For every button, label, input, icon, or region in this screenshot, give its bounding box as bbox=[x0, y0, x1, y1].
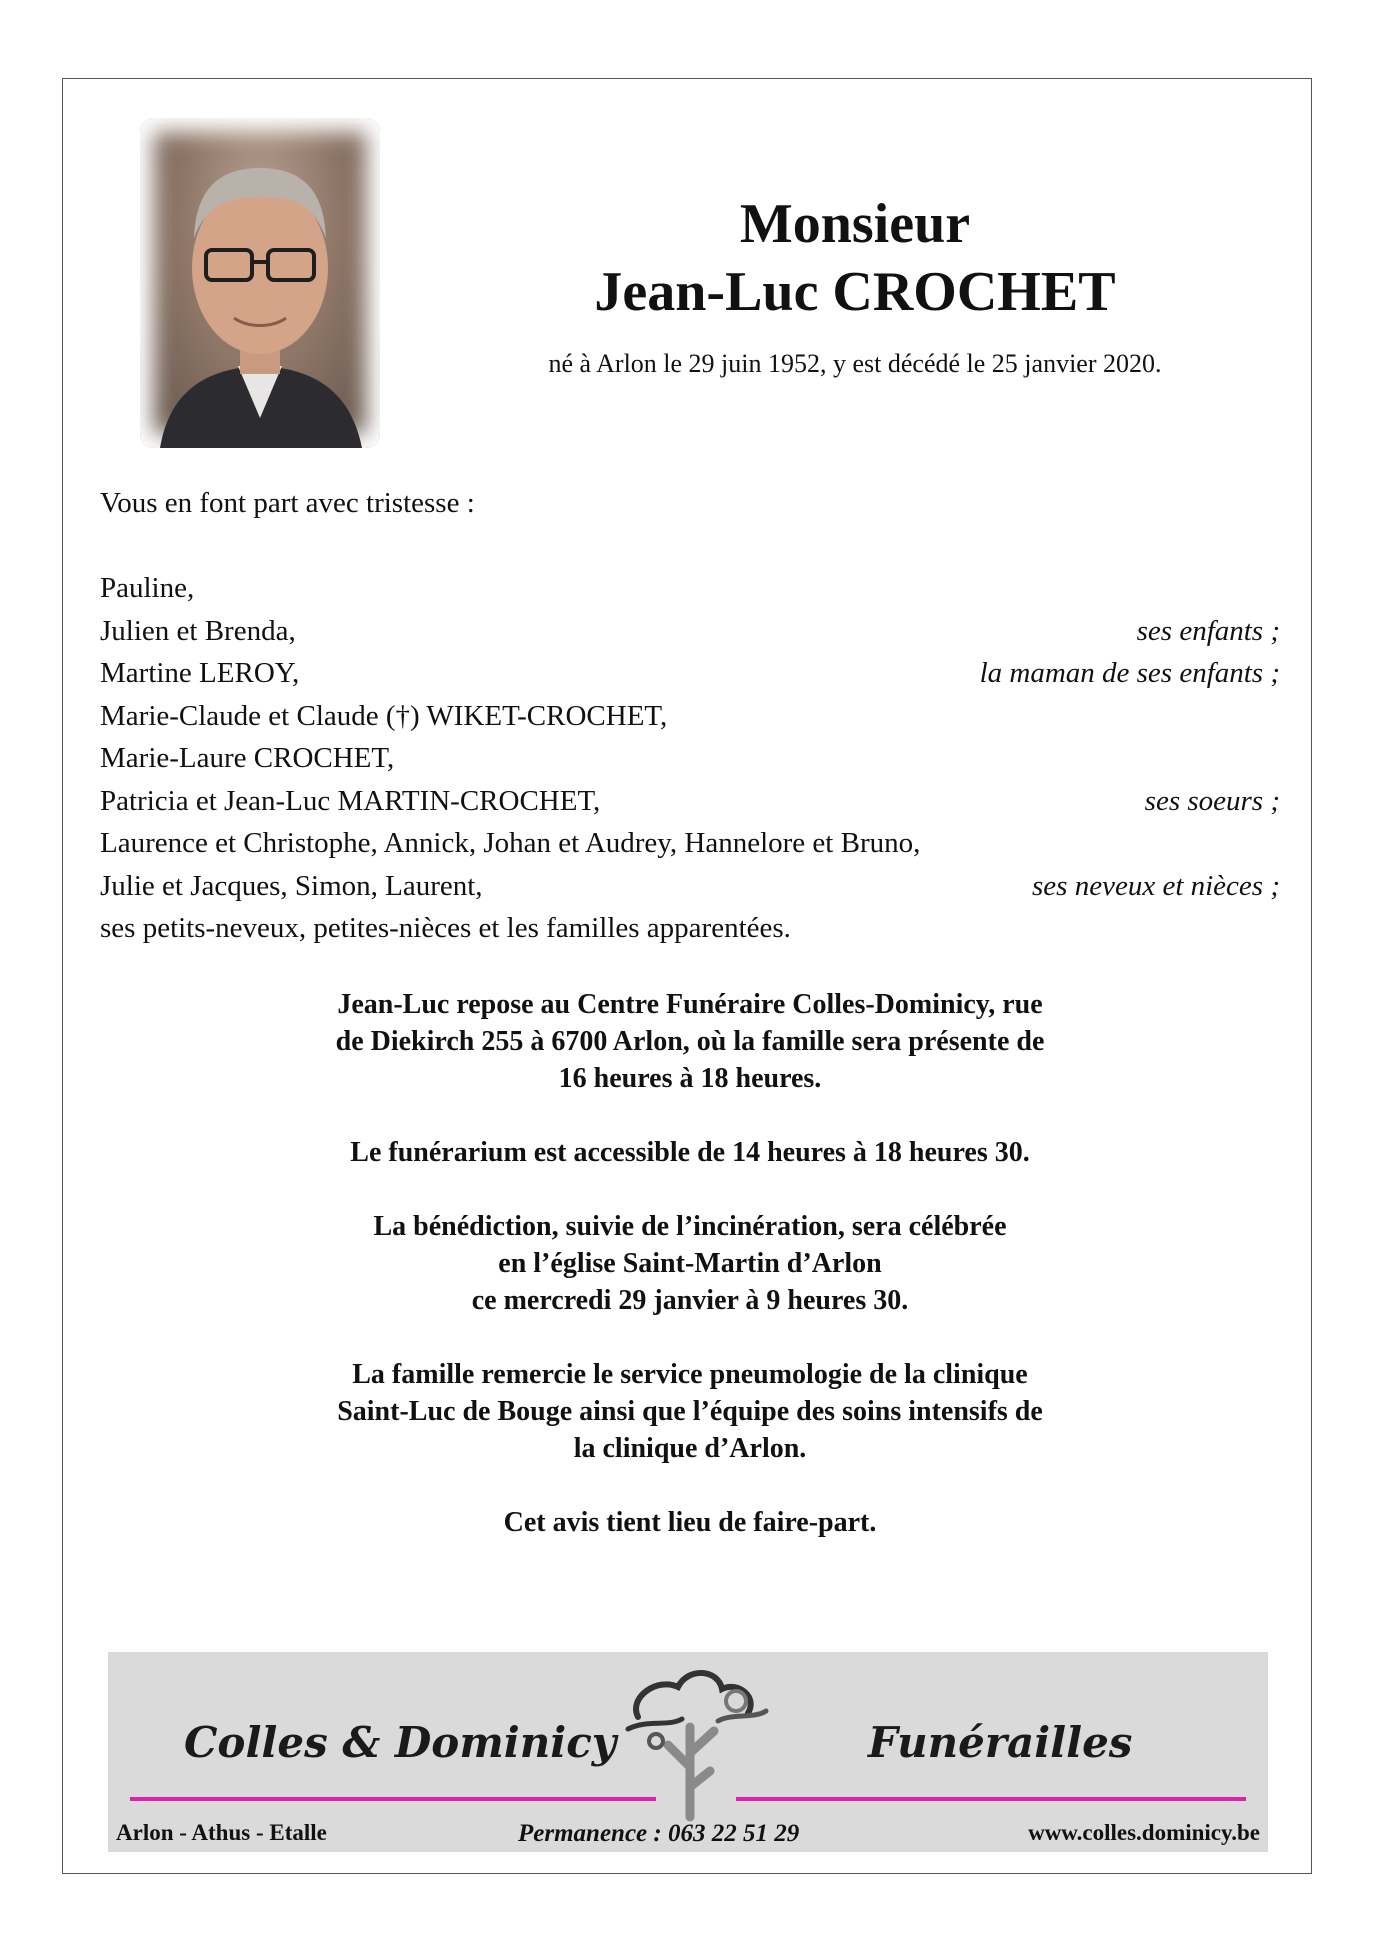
family-names: Laurence et Christophe, Annick, Johan et Audrey, Hannelore et Bruno, bbox=[100, 827, 921, 859]
salutation: Monsieur bbox=[739, 193, 971, 255]
family-row bbox=[100, 907, 1280, 950]
family-row bbox=[100, 695, 1280, 738]
announcement-line: Jean-Luc repose au Centre Funéraire Colles-Dominicy, rue bbox=[337, 989, 1043, 1020]
portrait-photo bbox=[140, 118, 380, 448]
closing-note bbox=[100, 1504, 1280, 1541]
announcement-line: Le funérarium est accessible de 14 heures à 18 heures 30. bbox=[350, 1137, 1030, 1168]
announcements bbox=[100, 986, 1280, 1578]
family-names: Martine LEROY, bbox=[100, 657, 300, 689]
family-names: Pauline, bbox=[100, 572, 195, 604]
family-row bbox=[100, 780, 1280, 823]
brand-tagline: Funérailles bbox=[868, 1718, 1133, 1767]
family-row bbox=[100, 822, 1280, 865]
announcement-line: de Diekirch 255 à 6700 Arlon, où la famille sera présente de bbox=[335, 1026, 1045, 1057]
deceased-header bbox=[430, 190, 1280, 382]
funerarium-hours bbox=[100, 1134, 1280, 1171]
family-row bbox=[100, 737, 1280, 780]
announcement-line: 16 heures à 18 heures. bbox=[558, 1063, 822, 1094]
family-row bbox=[100, 567, 1280, 610]
family-names: Marie-Laure CROCHET, bbox=[100, 742, 395, 774]
portrait-illustration bbox=[140, 118, 380, 448]
accent-rule-left bbox=[130, 1797, 656, 1801]
locations-text: Arlon - Athus - Etalle bbox=[116, 1820, 327, 1845]
announcement-line: en l’église Saint-Martin d’Arlon bbox=[498, 1248, 882, 1279]
announcement-line: la clinique d’Arlon. bbox=[573, 1433, 807, 1464]
family-row bbox=[100, 865, 1280, 908]
announcement-line: ce mercredi 29 janvier à 9 heures 30. bbox=[471, 1285, 909, 1316]
phone-text: Permanence : 063 22 51 29 bbox=[518, 1820, 800, 1847]
deceased-name: Jean-Luc CROCHET bbox=[594, 261, 1116, 323]
family-names: ses petits-neveux, petites-nièces et les familles apparentées. bbox=[100, 912, 791, 944]
announcement-line: Saint-Luc de Bouge ainsi que l’équipe des soins intensifs de bbox=[337, 1396, 1043, 1427]
family-names: Julien et Brenda, bbox=[100, 614, 296, 647]
thanks-announcement bbox=[100, 1356, 1280, 1467]
birth-death-line: né à Arlon le 29 juin 1952, y est décédé le 25 janvier 2020. bbox=[548, 349, 1162, 378]
website-link[interactable]: www.colles.dominicy.be bbox=[1028, 1820, 1260, 1845]
announcement-line: La famille remercie le service pneumologie de la clinique bbox=[352, 1359, 1028, 1390]
family-names: Marie-Claude et Claude (†) WIKET-CROCHET, bbox=[100, 699, 668, 732]
tree-logo-icon bbox=[598, 1657, 788, 1827]
family-row bbox=[100, 610, 1280, 653]
family-role: ses neveux et nièces ; bbox=[1032, 869, 1280, 902]
visitation-announcement bbox=[100, 986, 1280, 1097]
family-names: Julie et Jacques, Simon, Laurent, bbox=[100, 869, 483, 902]
accent-rule-right bbox=[736, 1797, 1246, 1801]
intro-text: Vous en font part avec tristesse : bbox=[100, 487, 475, 519]
family-list bbox=[100, 567, 1280, 950]
announcement-line: Cet avis tient lieu de faire-part. bbox=[503, 1507, 877, 1538]
funeral-home-banner bbox=[108, 1652, 1268, 1852]
announcement-line: La bénédiction, suivie de l’incinération, sera célébrée bbox=[373, 1211, 1007, 1242]
ceremony-announcement bbox=[100, 1208, 1280, 1319]
family-row bbox=[100, 652, 1280, 695]
family-role: ses soeurs ; bbox=[1144, 784, 1280, 817]
brand-name: Colles & Dominicy bbox=[184, 1718, 617, 1767]
family-role: la maman de ses enfants ; bbox=[979, 657, 1280, 689]
family-role: ses enfants ; bbox=[1136, 614, 1280, 647]
family-names: Patricia et Jean-Luc MARTIN-CROCHET, bbox=[100, 784, 601, 817]
